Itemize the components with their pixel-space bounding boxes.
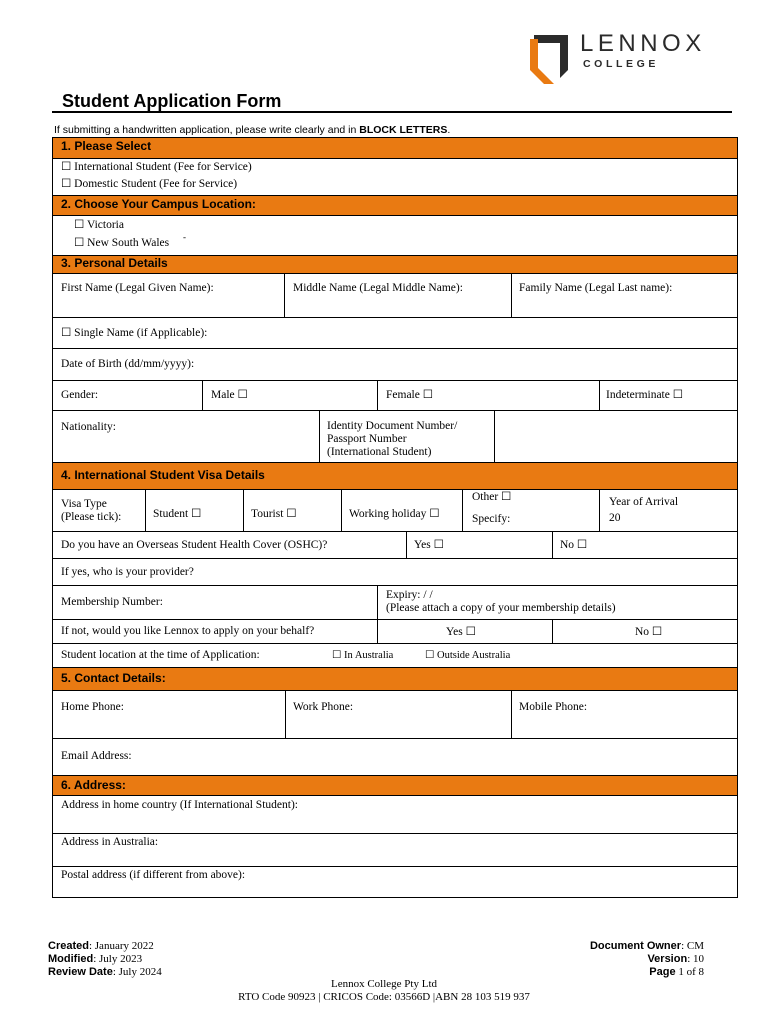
created-value: : January 2022 [88,940,154,952]
lennox-no-label: No ☐ [635,626,663,638]
visa-working-label: Working holiday ☐ [349,508,440,520]
gender-female-checkbox[interactable] [377,381,599,410]
visa-working-holiday-checkbox[interactable] [341,490,462,531]
section-2-header [53,195,737,215]
campus-nsw-checkbox[interactable]: ☐ New South Wales [74,237,170,249]
footer-company [0,978,768,1004]
gender-indeterminate-checkbox[interactable] [599,381,737,410]
lennox-shield-icon [522,30,572,86]
in-australia-checkbox[interactable]: ☐ In Australia [332,650,394,661]
family-name-field[interactable] [511,274,737,317]
section-5-header [53,667,737,690]
mobile-phone-field[interactable] [511,691,737,738]
section-3-header [53,255,737,273]
section-6-title: 6. Address: [61,778,126,792]
review-value: : July 2024 [112,966,162,978]
lennox-apply-question: If not, would you like Lennox to apply on your behalf? [61,625,315,637]
phones-row [53,690,737,738]
page-label: Page [649,966,676,978]
female-label: Female ☐ [386,389,434,401]
expiry-label: Expiry: / / [386,589,433,601]
gender-label: Gender: [61,389,99,401]
domestic-student-checkbox[interactable]: ☐ Domestic Student (Fee for Service) [61,178,238,190]
year-of-arrival-field[interactable] [599,490,737,531]
intro-bold-text: BLOCK LETTERS [359,124,448,136]
section-4-header [53,462,737,489]
nationality-row [53,410,737,462]
nationality-field[interactable] [53,411,319,462]
footer-dates [48,940,162,979]
home-country-address-label: Address in home country (If International Student): [61,799,298,811]
single-name-row[interactable] [53,317,737,348]
modified-value: : July 2023 [93,953,143,965]
oshc-yes-checkbox[interactable] [406,532,552,558]
owner-value: : CM [681,940,704,952]
indeterminate-label: Indeterminate ☐ [606,389,684,401]
modified-label: Modified [48,953,94,965]
application-form [52,137,738,898]
company-codes: RTO Code 90923 | CRICOS Code: 03566D |ABN 28 103 519 937 [238,991,530,1003]
oshc-question: Do you have an Overseas Student Health Cover (OSHC)? [61,539,328,551]
section-4-title: 4. International Student Visa Details [61,468,265,482]
section-1-header [53,138,737,158]
visa-type-row [53,489,737,531]
australia-address-row[interactable] [53,833,737,866]
attach-note: (Please attach a copy of your membership details) [386,602,616,614]
section-1-options [53,158,737,195]
logo-subtitle: COLLEGE [583,58,659,70]
page-title: Student Application Form [62,91,282,111]
owner-label: Document Owner [589,940,682,952]
first-name-field[interactable] [53,274,284,317]
nsw-mark: - [183,232,186,242]
visa-type-label: Visa Type [61,498,107,510]
lennox-apply-yes-checkbox[interactable] [377,620,552,643]
international-student-checkbox[interactable]: ☐ International Student (Fee for Service) [61,161,252,173]
email-label: Email Address: [61,750,132,762]
gender-row [53,380,737,410]
company-name: Lennox College Pty Ltd [330,978,437,990]
campus-victoria-checkbox[interactable]: ☐ Victoria [74,219,124,231]
page-value: 1 of 8 [675,966,704,978]
visa-type-hint: (Please tick): [61,511,122,523]
visa-student-label: Student ☐ [153,508,202,520]
family-name-label: Family Name (Legal Last name): [519,282,673,294]
visa-tourist-checkbox[interactable] [243,490,341,531]
lennox-apply-row [53,619,737,643]
male-label: Male ☐ [211,389,248,401]
home-phone-field[interactable] [53,691,285,738]
section-1-title: 1. Please Select [61,139,152,153]
title-underline [52,111,732,113]
year-arrival-label: Year of Arrival [609,496,679,508]
oshc-no-checkbox[interactable] [552,532,737,558]
logo-name: LENNOX [580,30,706,57]
lennox-yes-label: Yes ☐ [446,626,476,638]
dob-row[interactable] [53,348,737,380]
visa-specify-label: Specify: [472,513,511,525]
email-row[interactable] [53,738,737,775]
review-label: Review Date [48,966,113,978]
work-phone-label: Work Phone: [293,701,354,713]
visa-student-checkbox[interactable] [145,490,243,531]
created-label: Created [48,940,89,952]
version-value: : 10 [687,953,704,965]
section-6-header [53,775,737,795]
single-name-label: ☐ Single Name (if Applicable): [61,327,208,339]
work-phone-field[interactable] [285,691,511,738]
middle-name-label: Middle Name (Legal Middle Name): [293,282,463,294]
home-phone-label: Home Phone: [61,701,124,713]
visa-tourist-label: Tourist ☐ [251,508,297,520]
postal-address-row[interactable] [53,866,737,897]
id-document-field[interactable] [494,411,737,462]
location-question: Student location at the time of Application: [61,649,260,661]
version-label: Version [647,953,688,965]
expiry-field[interactable] [377,586,737,619]
postal-address-label: Postal address (if different from above): [61,869,246,881]
section-2-options [53,215,737,255]
oshc-no-label: No ☐ [560,539,588,551]
footer-document-info [590,940,704,979]
first-name-label: First Name (Legal Given Name): [61,282,214,294]
intro-end: . [447,124,451,136]
nationality-label: Nationality: [61,421,116,433]
middle-name-field[interactable] [284,274,511,317]
outside-australia-checkbox[interactable]: ☐ Outside Australia [425,650,511,661]
id-doc-label-3: (International Student) [327,446,432,458]
year-prefix: 20 [609,512,621,524]
section-3-title: 3. Personal Details [61,256,168,270]
provider-label: If yes, who is your provider? [61,566,194,578]
oshc-row [53,531,737,558]
id-doc-label-2: Passport Number [327,433,407,445]
oshc-yes-label: Yes ☐ [414,539,444,551]
dob-label: Date of Birth (dd/mm/yyyy): [61,358,195,370]
membership-number-field[interactable] [53,586,377,619]
section-2-title: 2. Choose Your Campus Location: [61,197,256,211]
provider-row[interactable] [53,558,737,585]
intro-text: If submitting a handwritten application, please write clearly and in [54,124,360,136]
names-row [53,273,737,317]
mobile-phone-label: Mobile Phone: [519,701,588,713]
lennox-apply-no-checkbox[interactable] [552,620,737,643]
visa-other-field[interactable] [462,490,599,531]
intro-instruction [54,124,450,136]
membership-label: Membership Number: [61,596,163,608]
id-doc-label-1: Identity Document Number/ [327,420,458,432]
section-5-title: 5. Contact Details: [61,671,166,685]
lennox-college-logo [522,30,727,86]
visa-other-label: Other ☐ [472,491,512,503]
home-country-address-row[interactable] [53,795,737,833]
location-row [53,643,737,667]
australia-address-label: Address in Australia: [61,836,159,848]
gender-male-checkbox[interactable] [202,381,377,410]
membership-row [53,585,737,619]
